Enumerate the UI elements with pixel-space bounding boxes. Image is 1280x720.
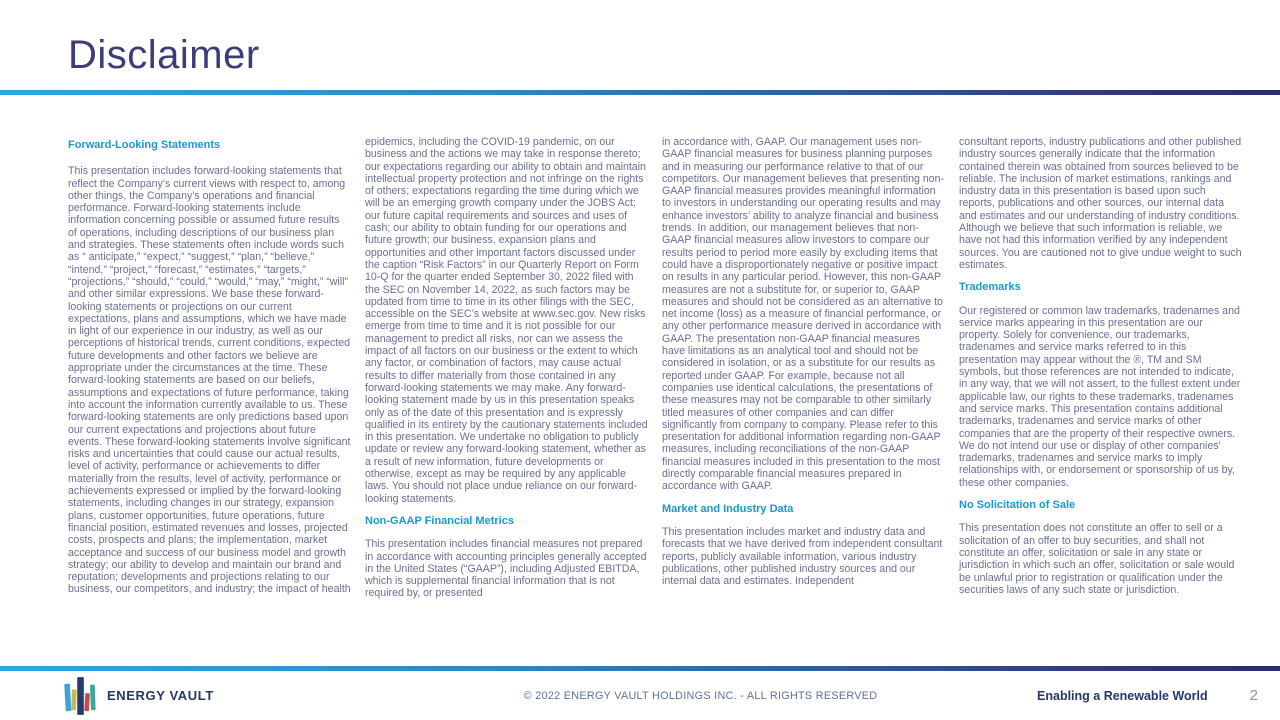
disclaimer-paragraph: This presentation includes market and industry data and forecasts that we have derived from independent consultant reports, publicly available information, various industry publications, other published industry sources and our internal data and estimates. Independent <box>662 525 943 588</box>
footer-tagline: Enabling a Renewable World <box>1037 688 1208 703</box>
footer-logo-text: ENERGY VAULT <box>107 688 214 703</box>
column-1 <box>68 136 351 650</box>
header-gradient-rule <box>0 90 1280 95</box>
column-4 <box>959 136 1242 650</box>
energy-vault-logo-icon <box>64 675 98 717</box>
footer-logo <box>64 675 364 717</box>
disclaimer-paragraph: Our registered or common law trademarks, tradenames and service marks appearing in this presentation are our property. Solely for convenience, our trademarks, tradenames and service marks referred to in this presentation may appear without the ®, TM and SM symbols, but those references are not intended to indicate, in any way, that we will not assert, to the fullest extent under applicable law, our rights to these trademarks, tradenames and service marks. This presentation contains additional trademarks, tradenames and service marks of other companies that are the property of their respective owners. We do not intend our use or display of other companies’ trademarks, tradenames and service marks to imply relationships with, or endorsement or sponsorship of us by, these other companies. <box>959 304 1241 489</box>
column-3 <box>662 136 945 650</box>
disclaimer-paragraph: consultant reports, industry publications and other published industry sources generally indicate that the information contained therein was obtained from sources believed to be reliable. The inclusion of market estimations, rankings and industry data in this presentation is based upon such reports, publications and other sources, our internal data and estimates and our understanding of industry conditions. Although we believe that such information is reliable, we have not had this information verified by any independent sources. You are cautioned not to give undue weight to such estimates. <box>959 136 1242 271</box>
footer-right <box>1037 687 1258 704</box>
section-heading-non-gaap: Non-GAAP Financial Metrics <box>365 514 514 527</box>
disclaimer-columns <box>68 136 1242 650</box>
section-heading-market-data: Market and Industry Data <box>662 502 794 515</box>
section-heading-no-solicitation: No Solicitation of Sale <box>959 499 1076 512</box>
section-heading-forward-looking: Forward-Looking Statements <box>68 139 221 151</box>
column-2 <box>365 136 648 650</box>
disclaimer-paragraph: epidemics, including the COVID-19 pandemic, on our business and the actions we may take in response thereto; our expectations regarding our ability to obtain and maintain intellectual property protection and not infringe on the rights of others; expectations regarding the time during which we will be an emerging growth company under the JOBS Act; our future capital requirements and sources and uses of cash; our ability to obtain funding for our operations and future growth; our business, expansion plans and opportunities and other important factors discussed under the caption “Risk Factors” in our Quarterly Report on Form 10-Q for the quarter ended September 30, 2022 filed with the SEC on November 14, 2022, as such factors may be updated from time to time in its other filings with the SEC, accessible on the SEC’s website at www.sec.gov. New risks emerge from time to time and it is not possible for our management to predict all risks, nor can we assess the impact of all factors on our business or the extent to which any factor, or combination of factors, may cause actual results to differ materially from those contained in any forward-looking statements we may make. Any forward-looking statement made by us in this presentation speaks only as of the date of this presentation and is expressly qualified in its entirety by the cautionary statements included in this presentation. We undertake no obligation to publicly update or review any forward-looking statement, whether as a result of new information, future developments or otherwise, except as may be required by any applicable laws. You should not place undue reliance on our forward-looking statements. <box>365 136 648 505</box>
page-title: Disclaimer <box>68 33 260 77</box>
disclaimer-paragraph: This presentation does not constitute an offer to sell or a solicitation of an offer to buy securities, and shall not constitute an offer, solicitation or sale in any state or jurisdiction in which such an offer, solicitation or sale would be unlawful prior to registration or qualification under the securities laws of any such state or jurisdiction. <box>959 522 1235 596</box>
footer <box>0 671 1280 720</box>
disclaimer-paragraph: This presentation includes financial measures not prepared in accordance with accounting principles generally accepted in the United States (“GAAP”), including Adjusted EBITDA, which is supplemental financial information that is not required by, or presented <box>365 538 647 600</box>
disclaimer-paragraph: This presentation includes forward-looking statements that reflect the Company’s current views with respect to, among other things, the Company’s operations and financial performance. Forward-looking statements include information concerning possible or assumed future results of operations, including descriptions of our business plan and strategies. These statements often include words such as “ anticipate,” “expect,” “suggest,” “plan,” “believe,” “intend,” “project,” “forecast,” “estimates,” “targets,” “projections,” “should,” “could,” “would,” “may,” “might,” “will” and other similar expressions. We base these forward-looking statements or projections on our current expectations, plans and assumptions, which we have made in light of our experience in our industry, as well as our perceptions of historical trends, current conditions, expected future developments and other factors we believe are appropriate under the circumstances at the time. These forward-looking statements are based on our beliefs, assumptions and expectations of future performance, taking into account the information currently available to us. These forward-looking statements are only predictions based upon our current expectations and projections about future events. These forward-looking statements involve significant risks and uncertainties that could cause our actual results, level of activity, performance or achievements to differ materially from the results, level of activity, performance or achievements expressed or implied by the forward-looking statements, including changes in our strategy, expansion plans, customer opportunities, future operations, future financial position, estimated revenues and losses, projected costs, prospects and plans; the implementation, market acceptance and success of our business model and growth strategy; our ability to develop and maintain our brand and reputation; developments and projections relating to our business, our competitors, and industry; the impact of health <box>68 165 351 596</box>
section-heading-trademarks: Trademarks <box>959 281 1021 294</box>
disclaimer-paragraph: in accordance with, GAAP. Our management uses non-GAAP financial measures for business planning purposes and in measuring our performance relative to that of our competitors. Our management believes that presenting non-GAAP financial measures provides meaningful information to investors in understanding our operating results and may enhance investors’ ability to analyze financial and business trends. In addition, our management believes that non-GAAP financial measures allow investors to compare our results period to period more easily by excluding items that could have a disproportionately negative or positive impact on results in any particular period. However, this non-GAAP measures are not a substitute for, or superior to, GAAP measures and should not be considered as an alternative to net income (loss) as a measure of financial performance, or any other performance measure derived in accordance with GAAP. The presentation non-GAAP financial measures have limitations as an analytical tool and should not be considered in isolation, or as a substitute for our results as reported under GAAP. For example, because not all companies use identical calculations, the presentations of these measures may not be comparable to other similarly titled measures of other companies and can differ significantly from company to company. Please refer to this presentation for additional information regarding non-GAAP measures, including reconciliations of the non-GAAP financial measures included in this presentation to the most directly comparable financial measures prepared in accordance with GAAP. <box>662 136 945 493</box>
page-number: 2 <box>1249 687 1258 704</box>
footer-copyright: © 2022 ENERGY VAULT HOLDINGS INC. - ALL RIGHTS RESERVED <box>523 689 878 702</box>
